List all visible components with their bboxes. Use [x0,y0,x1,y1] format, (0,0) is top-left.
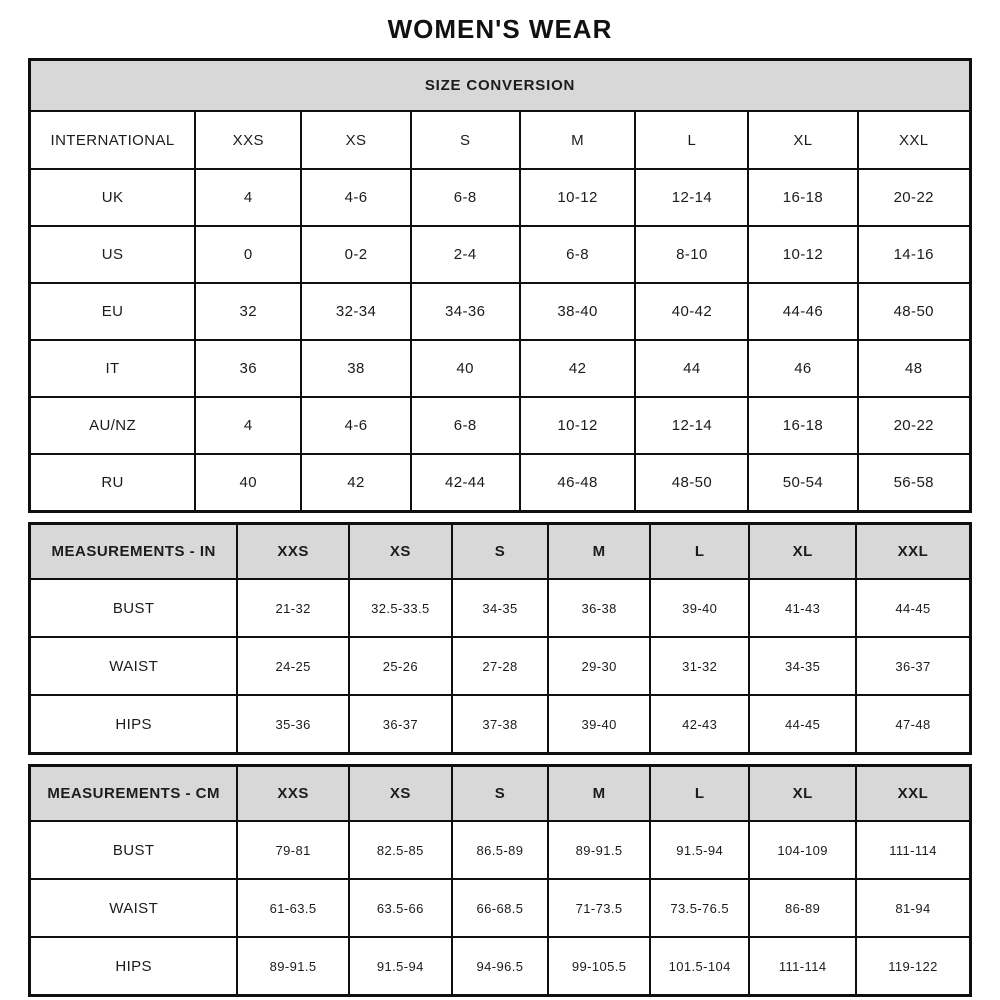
size-value-cell: 36-38 [548,579,650,637]
table-row [30,579,971,637]
row-label: HIPS [30,937,238,996]
size-value-cell: 101.5-104 [650,937,749,996]
size-value-cell: 6-8 [411,397,520,454]
size-value-cell: 0-2 [301,226,410,283]
column-header: XL [749,524,856,580]
table-row [30,637,971,695]
measurements-in-table [28,522,972,755]
column-header: XXS [195,111,301,169]
column-header: XXS [237,766,349,822]
size-value-cell: 40 [195,454,301,512]
column-header: XS [349,766,452,822]
row-label: HIPS [30,695,238,754]
page-title: WOMEN'S WEAR [387,14,613,44]
measurements-in-body [30,579,971,754]
size-value-cell: 0 [195,226,301,283]
column-header: XXS [237,524,349,580]
size-value-cell: 82.5-85 [349,821,452,879]
size-value-cell: 40-42 [635,283,748,340]
table-row [30,397,971,454]
size-value-cell: 16-18 [748,397,857,454]
column-header: XL [748,111,857,169]
table-title: MEASUREMENTS - IN [30,524,238,580]
size-value-cell: 29-30 [548,637,650,695]
table-row [30,821,971,879]
size-value-cell: 41-43 [749,579,856,637]
table-row [30,454,971,512]
size-value-cell: 94-96.5 [452,937,548,996]
size-value-cell: 86-89 [749,879,856,937]
size-value-cell: 12-14 [635,169,748,226]
column-header: L [650,766,749,822]
size-value-cell: 38-40 [520,283,636,340]
column-header: L [650,524,749,580]
size-value-cell: 39-40 [548,695,650,754]
size-value-cell: 104-109 [749,821,856,879]
size-value-cell: 4-6 [301,397,410,454]
size-value-cell: 111-114 [749,937,856,996]
size-value-cell: 2-4 [411,226,520,283]
size-value-cell: 31-32 [650,637,749,695]
table-row [30,226,971,283]
size-value-cell: 40 [411,340,520,397]
size-conversion-table [28,58,972,513]
row-label: IT [30,340,196,397]
size-value-cell: 10-12 [520,397,636,454]
column-header-row [30,766,971,822]
column-header: XXL [858,111,971,169]
row-label: AU/NZ [30,397,196,454]
size-value-cell: 34-35 [452,579,548,637]
size-value-cell: 10-12 [748,226,857,283]
size-value-cell: 89-91.5 [548,821,650,879]
column-header: XXL [856,524,970,580]
size-value-cell: 42-44 [411,454,520,512]
size-value-cell: 48-50 [635,454,748,512]
row-label: UK [30,169,196,226]
size-value-cell: 81-94 [856,879,970,937]
table-row [30,169,971,226]
column-header: INTERNATIONAL [30,111,196,169]
size-value-cell: 42-43 [650,695,749,754]
size-value-cell: 4 [195,397,301,454]
size-value-cell: 63.5-66 [349,879,452,937]
size-value-cell: 6-8 [520,226,636,283]
size-value-cell: 89-91.5 [237,937,349,996]
size-value-cell: 12-14 [635,397,748,454]
size-value-cell: 119-122 [856,937,970,996]
size-value-cell: 99-105.5 [548,937,650,996]
size-value-cell: 61-63.5 [237,879,349,937]
size-value-cell: 34-36 [411,283,520,340]
size-value-cell: 10-12 [520,169,636,226]
measurements-cm-table [28,764,972,997]
size-value-cell: 35-36 [237,695,349,754]
column-header-row [30,111,971,169]
size-value-cell: 48-50 [858,283,971,340]
size-value-cell: 71-73.5 [548,879,650,937]
size-value-cell: 44 [635,340,748,397]
size-value-cell: 14-16 [858,226,971,283]
size-value-cell: 44-45 [856,579,970,637]
size-value-cell: 25-26 [349,637,452,695]
size-value-cell: 86.5-89 [452,821,548,879]
size-value-cell: 37-38 [452,695,548,754]
row-label: RU [30,454,196,512]
row-label: EU [30,283,196,340]
table-title-row [30,60,971,112]
size-value-cell: 34-35 [749,637,856,695]
table-title: MEASUREMENTS - CM [30,766,238,822]
size-value-cell: 21-32 [237,579,349,637]
table-row [30,937,971,996]
size-value-cell: 39-40 [650,579,749,637]
size-value-cell: 48 [858,340,971,397]
column-header: S [452,766,548,822]
measurements-cm-body [30,821,971,996]
size-value-cell: 36-37 [349,695,452,754]
table-row [30,340,971,397]
size-value-cell: 32.5-33.5 [349,579,452,637]
row-label: WAIST [30,637,238,695]
size-conversion-body [30,169,971,512]
size-value-cell: 32-34 [301,283,410,340]
row-label: US [30,226,196,283]
size-value-cell: 20-22 [858,397,971,454]
size-value-cell: 50-54 [748,454,857,512]
column-header: M [548,766,650,822]
size-value-cell: 66-68.5 [452,879,548,937]
column-header: L [635,111,748,169]
column-header: M [548,524,650,580]
row-label: WAIST [30,879,238,937]
size-value-cell: 42 [520,340,636,397]
column-header: S [411,111,520,169]
column-header: XL [749,766,856,822]
size-value-cell: 91.5-94 [349,937,452,996]
size-value-cell: 16-18 [748,169,857,226]
size-value-cell: 56-58 [858,454,971,512]
size-value-cell: 38 [301,340,410,397]
column-header: XS [349,524,452,580]
size-value-cell: 111-114 [856,821,970,879]
size-value-cell: 36 [195,340,301,397]
row-label: BUST [30,821,238,879]
table-row [30,879,971,937]
column-header-row [30,524,971,580]
size-value-cell: 8-10 [635,226,748,283]
size-value-cell: 91.5-94 [650,821,749,879]
size-value-cell: 42 [301,454,410,512]
column-header: S [452,524,548,580]
size-value-cell: 44-46 [748,283,857,340]
column-header: XXL [856,766,970,822]
table-row [30,695,971,754]
column-header: M [520,111,636,169]
size-value-cell: 44-45 [749,695,856,754]
size-value-cell: 4-6 [301,169,410,226]
table-title: SIZE CONVERSION [30,60,971,112]
size-value-cell: 6-8 [411,169,520,226]
size-value-cell: 47-48 [856,695,970,754]
size-value-cell: 32 [195,283,301,340]
size-value-cell: 27-28 [452,637,548,695]
column-header: XS [301,111,410,169]
table-row [30,283,971,340]
size-value-cell: 46 [748,340,857,397]
size-value-cell: 4 [195,169,301,226]
size-value-cell: 46-48 [520,454,636,512]
size-value-cell: 36-37 [856,637,970,695]
size-value-cell: 20-22 [858,169,971,226]
row-label: BUST [30,579,238,637]
size-value-cell: 24-25 [237,637,349,695]
size-value-cell: 79-81 [237,821,349,879]
size-value-cell: 73.5-76.5 [650,879,749,937]
